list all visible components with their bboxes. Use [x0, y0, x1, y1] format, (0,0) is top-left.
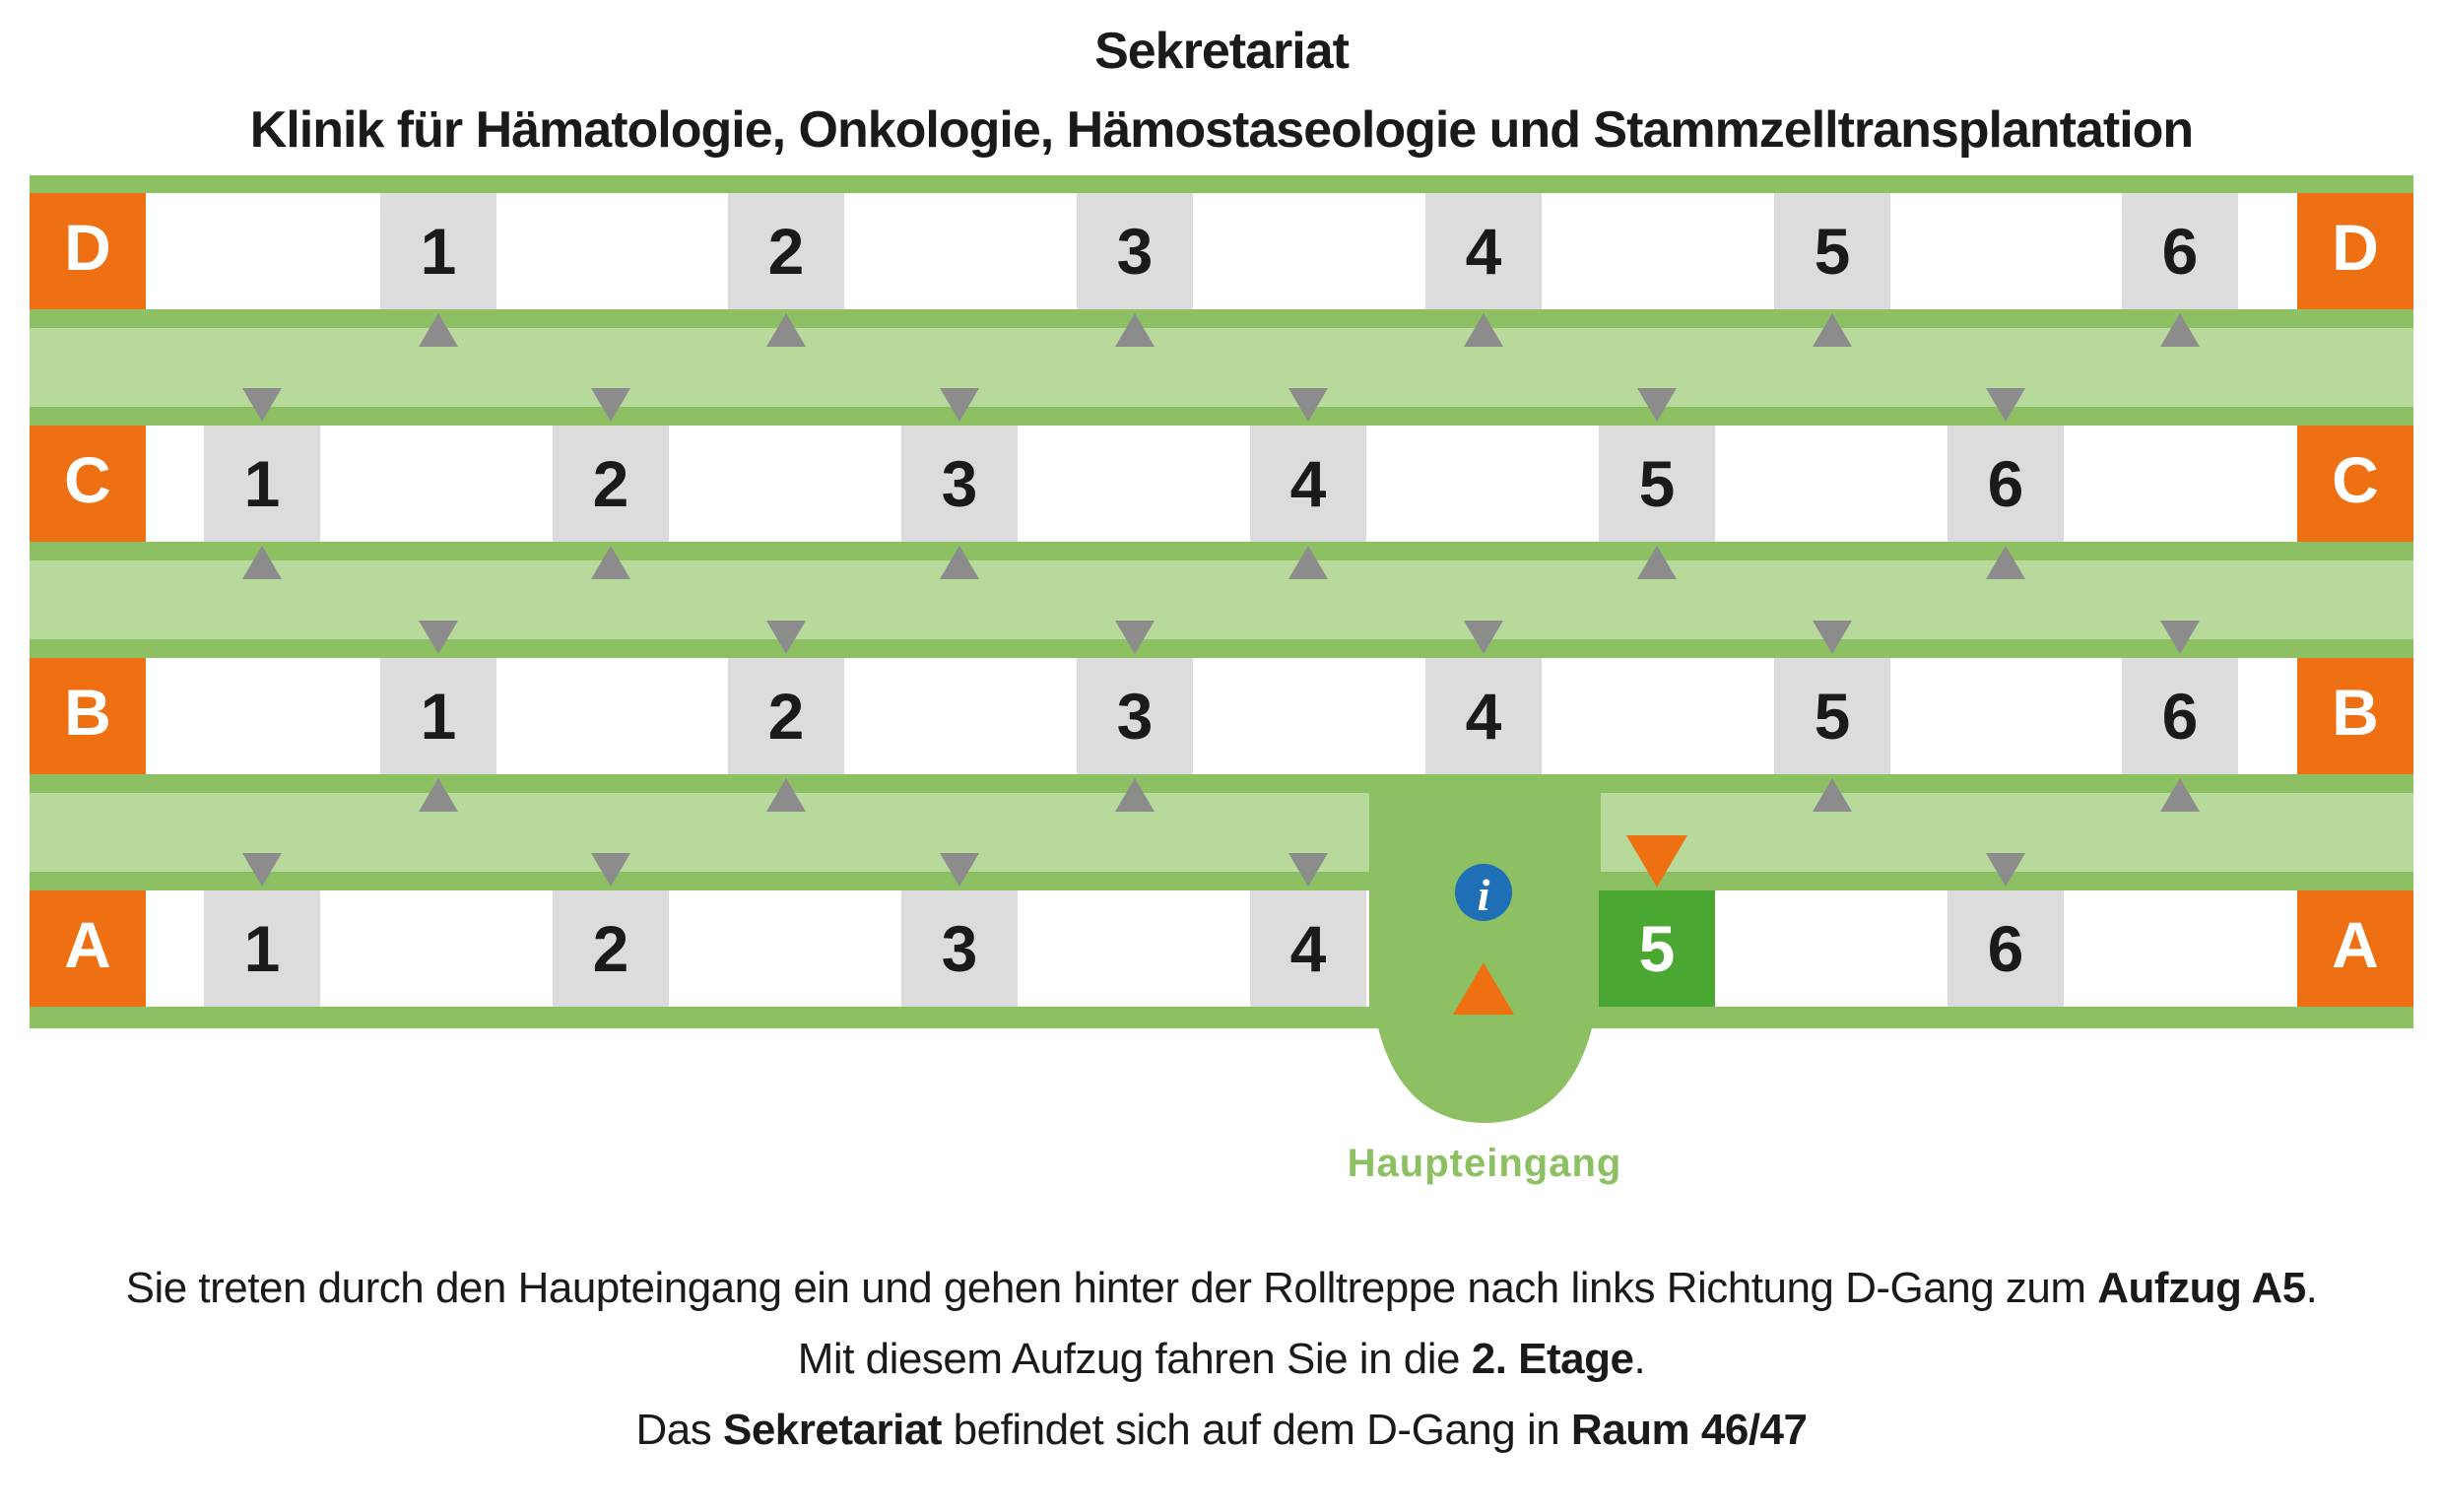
- room-number: 3: [1116, 215, 1154, 288]
- hall: [30, 328, 2413, 407]
- instruction-line-2: [0, 1335, 2443, 1384]
- room-number: 1: [420, 215, 457, 288]
- entrance-area: [1369, 788, 1601, 1123]
- room-number: 6: [2161, 215, 2199, 288]
- corridor-letter: A: [64, 908, 111, 981]
- room-number: 4: [1289, 447, 1327, 520]
- corridor-letter: C: [64, 443, 111, 516]
- instruction-text: befindet sich auf dem D-Gang in: [941, 1406, 1571, 1454]
- instruction-text: Das: [635, 1406, 723, 1454]
- instruction-text: Sie treten durch den Haupteingang ein und gehen hinter der Rolltreppe nach links Richtung D-Gang zum: [125, 1264, 2098, 1312]
- room-number: 2: [592, 912, 629, 985]
- room-number: 3: [941, 912, 978, 985]
- info-icon-glyph: i: [1477, 870, 1490, 920]
- instruction-office: Sekretariat: [722, 1406, 942, 1454]
- instruction-text: Mit diesem Aufzug fahren Sie in die: [797, 1335, 1472, 1383]
- room-number: 2: [592, 447, 629, 520]
- instruction-text: .: [1633, 1335, 1646, 1383]
- room-number: 1: [243, 912, 281, 985]
- page-title: Sekretariat: [1094, 23, 1349, 80]
- room-number: 5: [1638, 447, 1676, 520]
- room-number: 3: [941, 447, 978, 520]
- corridor-letter: C: [2332, 443, 2379, 516]
- corridor-letter: B: [64, 676, 111, 749]
- room-number: 3: [1116, 680, 1154, 753]
- hall: [30, 560, 2413, 639]
- room-number: 5: [1814, 215, 1851, 288]
- room-number: 6: [1987, 912, 2024, 985]
- instruction-text: .: [2305, 1264, 2318, 1312]
- room-number: 6: [1987, 447, 2024, 520]
- map-background: [30, 175, 2413, 1123]
- instruction-line-1: [0, 1264, 2443, 1313]
- room-number: 1: [243, 447, 281, 520]
- instruction-floor: 2. Etage: [1471, 1335, 1634, 1383]
- room-number: 5: [1814, 680, 1851, 753]
- corridor-letter: D: [64, 211, 111, 284]
- room-number: 4: [1289, 912, 1327, 985]
- instruction-elevator: Aufzug A5: [2097, 1264, 2306, 1312]
- page-subtitle: Klinik für Hämatologie, Onkologie, Hämostaseologie und Stammzelltransplantation: [249, 101, 2194, 159]
- entrance-label: Haupteingang: [1347, 1142, 1622, 1185]
- room-number: 2: [767, 680, 805, 753]
- hall: [30, 793, 2413, 872]
- instruction-room: Raum 46/47: [1570, 1406, 1808, 1454]
- corridor-letter: B: [2332, 676, 2379, 749]
- room-number: 5: [1638, 912, 1676, 985]
- room-number: 1: [420, 680, 457, 753]
- room-number: 2: [767, 215, 805, 288]
- corridor-letter: D: [2332, 211, 2379, 284]
- corridor-letter: A: [2332, 908, 2379, 981]
- room-number: 6: [2161, 680, 2199, 753]
- room-number: 4: [1465, 215, 1502, 288]
- instruction-line-3: [0, 1406, 2443, 1455]
- room-number: 4: [1465, 680, 1502, 753]
